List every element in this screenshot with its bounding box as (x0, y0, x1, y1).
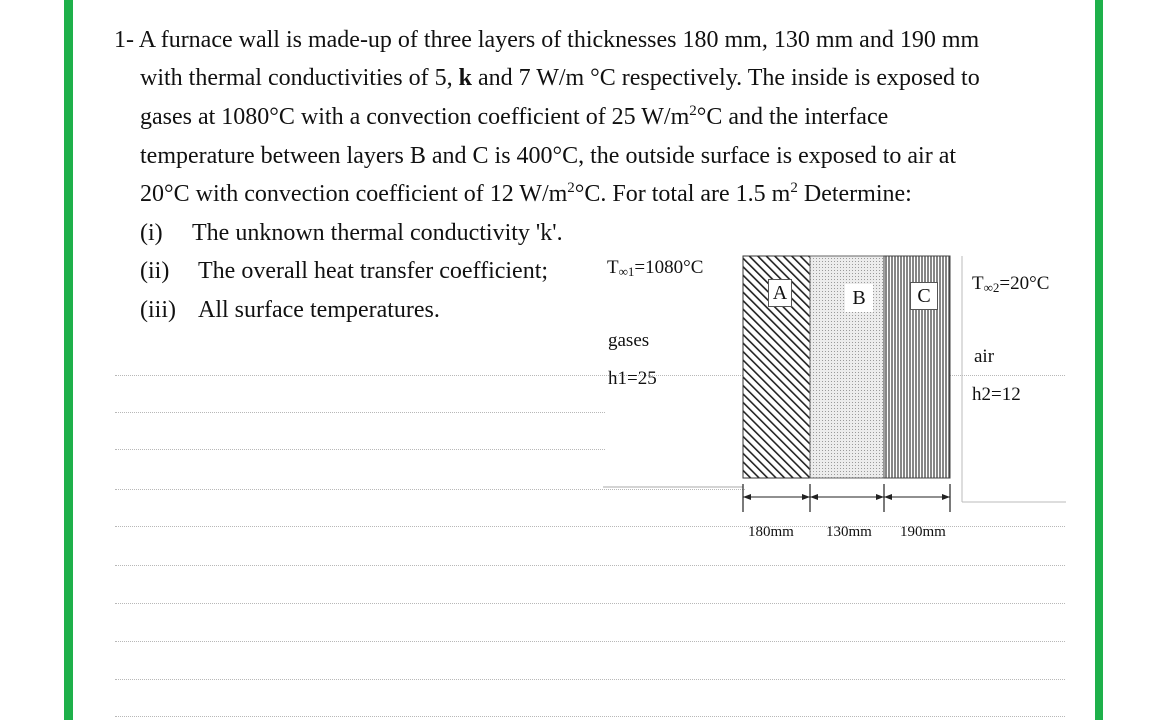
item-marker: (iii) (140, 297, 176, 323)
air-label: air (974, 346, 995, 367)
h1-label: h1=25 (608, 368, 657, 389)
problem-text-1: A furnace wall is made-up of three layers of thicknesses 180 mm, 130 mm and 190 mm (138, 27, 980, 53)
h2-label: h2=12 (972, 384, 1021, 405)
item-marker: (i) (140, 220, 163, 246)
problem-line-4: temperature between layers B and C is 400°C, the outside surface is exposed to air at (140, 143, 957, 169)
thickness-c: 190mm (900, 524, 946, 540)
layer-b-label: B (845, 284, 873, 312)
gases-label: gases (608, 330, 650, 351)
layer-a-label: A (768, 279, 792, 307)
thickness-a: 180mm (748, 524, 794, 540)
item-text: The overall heat transfer coefficient; (198, 258, 549, 284)
problem-line-3: gases at 1080°C with a convection coefficient of 25 $W/m^2^\circ C$ and the interface (140, 103, 889, 130)
problem-number: 1- (114, 27, 134, 53)
layer-c-label: C (910, 282, 938, 310)
item-marker: (ii) (140, 258, 170, 284)
item-text: The unknown thermal conductivity 'k'. (192, 220, 563, 246)
problem-line-5: 20°C with convection coefficient of 12 $W/m^2^\circ C$. For total are 1.5 $m^2$ Determine: (140, 180, 912, 207)
item-text: All surface temperatures. (198, 297, 440, 323)
thickness-b: 130mm (826, 524, 872, 540)
inside-temperature: $T_{\infty 1}=1080^\circ C$ (607, 257, 704, 279)
k-symbol: k (458, 65, 472, 91)
problem-line-2: with thermal conductivities of 5, k and 7 W/m °C respectively. The inside is exposed to (140, 65, 980, 91)
outside-temperature: $T_{\infty 2}=20^\circ C$ (972, 273, 1050, 295)
